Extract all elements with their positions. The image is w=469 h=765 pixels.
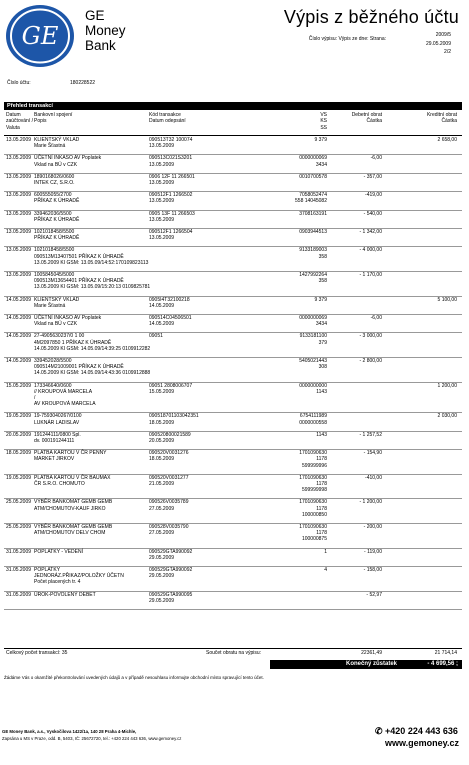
- row-date: 14.05.2009: [6, 358, 32, 364]
- final-balance-label: Konečný zůstatek: [346, 661, 398, 667]
- row-debit: - 1 257,52: [359, 431, 382, 438]
- footer-company-info: GE Money Bank, a.s., Vyskočilova 1422/1a, 140 28 Praha 4-Michle, Zapsána u MS v Praze, odd. B, 5403, IČ: 25672720, tel.: +420 224 443 636, www.gemoney.cz: [2, 729, 182, 741]
- row-transaction-code: 090529GTA990092 29.05.2009: [149, 548, 193, 561]
- table-row: [4, 591, 462, 609]
- row-transaction-code: 090520V0031277 21.05.2009: [149, 474, 189, 487]
- row-symbols: 0903944513: [299, 229, 327, 235]
- notice-text: Žádáme Vás o okamžité překontrolování uvedených údajů a v případě nesouhlasu informujte obchodní místo spravující tento účet.: [4, 675, 264, 680]
- row-description: 19-7593040267/0100 LUKNÁR LADISLAV: [34, 413, 82, 426]
- account-number-label: Číslo účtu:: [7, 80, 31, 86]
- transaction-count: Celkový počet transakcí: 35: [6, 650, 68, 656]
- row-credit: 2 658,00: [437, 137, 457, 143]
- col-header-vs: VS KS SS: [320, 112, 327, 131]
- table-row: [4, 246, 462, 271]
- row-debit: -410,00: [365, 474, 382, 481]
- table-row: [4, 566, 462, 591]
- row-description: VÝBĚR BANKOMAT GEMB GEMB ATM/CHOMUTOV DELV CHOM: [34, 524, 113, 537]
- row-symbols: 1701090630 1178 100000875: [299, 524, 327, 543]
- row-debit: - 1 342,00: [359, 229, 382, 235]
- row-credit: 5 100,00: [437, 296, 457, 303]
- row-date: 14.05.2009: [6, 333, 32, 340]
- row-description: 1021018458/5500 090513M13407501 PŘÍKAZ K ÚHRADĚ 13.05.2009 KI GSM: 13.05.09/14:52:170109823113: [34, 247, 149, 266]
- row-description: 1005845045/5000 090513M13654401 PŘÍKAZ K ÚHRADĚ 13.05.2009 KI GSM: 13.05.09/15:20:13 0109825781: [34, 272, 151, 291]
- row-transaction-code: 090514C04506501 14.05.2009: [149, 315, 192, 328]
- col-header-tx: Kód transakce Datum odepsání: [149, 112, 186, 125]
- table-row: [4, 523, 462, 548]
- row-transaction-code: 090513T32 100074 13.05.2009: [149, 137, 193, 150]
- row-symbols: 1427992264 358: [299, 272, 327, 285]
- svg-text:GE: GE: [21, 22, 59, 50]
- row-symbols: 0000000000 1143: [299, 382, 327, 395]
- row-date: 13.05.2009: [6, 229, 32, 235]
- row-description: 173346640/0600 // KROUPOVÁ MARCELA / AV KROUPOVÁ MARCELA: [34, 382, 96, 408]
- row-description: ÚČETNÍ INKASO AV Poplatek Vklad na BÚ v CZK: [34, 315, 102, 328]
- debit-sum: 22361,49: [361, 650, 382, 656]
- row-description: VÝBĚR BANKOMAT GEMB GEMB ATM/CHOMUTOV-KAUF JIRKO: [34, 499, 113, 512]
- row-date: 25.05.2009: [6, 524, 32, 530]
- row-description: ÚČETNÍ INKASO AV Poplatek Vklad na BÚ v CZK: [34, 155, 102, 168]
- row-description: PLATBA KARTOU V ČR BAUMAX ČR S.R.O. CHOMUTO: [34, 474, 111, 487]
- row-description: 1890168026/0600 INTEK CZ, S.R.O.: [34, 173, 75, 186]
- row-description: 191244111/0800 Spl. dv. 000191244111: [34, 431, 81, 444]
- row-debit: - 357,00: [363, 173, 382, 180]
- row-symbols: 1143: [316, 431, 327, 438]
- row-debit: - 52,97: [366, 591, 382, 598]
- col-header-date: Datum zaúčtování / Valuta: [6, 112, 33, 131]
- table-row: [4, 210, 462, 228]
- document-title: Výpis z běžného účtu: [283, 7, 459, 27]
- row-description: PLATBA KARTOU V ČR PENNY MARKET JIRKOV: [34, 450, 107, 463]
- row-debit: - 540,00: [363, 210, 382, 217]
- row-symbols: 5405021443 308: [299, 358, 327, 371]
- section-title: Přehled transakcí: [4, 102, 462, 110]
- table-row: [4, 498, 462, 523]
- row-date: 13.05.2009: [6, 173, 32, 180]
- row-date: 14.05.2009: [6, 296, 32, 303]
- row-transaction-code: 0905 13F 11 266503 13.05.2009: [149, 210, 195, 223]
- row-debit: -6,00: [370, 155, 382, 162]
- row-transaction-code: 09051 2808006707 15.05.2009: [149, 382, 193, 395]
- row-date: 31.05.2009: [6, 567, 32, 573]
- row-description: POPLATKY - VEDENÍ: [34, 548, 83, 555]
- row-symbols: 9133181100 379: [299, 333, 327, 346]
- row-date: 19.05.2009: [6, 413, 32, 420]
- footer-website: www.gemoney.cz: [385, 738, 460, 748]
- table-row: [4, 228, 462, 246]
- table-row: [4, 296, 462, 314]
- row-date: 13.05.2009: [6, 192, 32, 199]
- row-date: 13.05.2009: [6, 210, 32, 217]
- row-transaction-code: 0906 12F 11 266501 13.05.2009: [149, 173, 195, 186]
- row-description: POPLATKY JEDNORÁZ.PŘIKAZ/POLOŽKY ÚČETN Počet placených tr. 4: [34, 567, 124, 586]
- row-debit: - 2 800,00: [359, 358, 382, 364]
- row-date: 18.05.2009: [6, 450, 32, 457]
- row-description: ÚROK-POVOLENÝ DEBET: [34, 591, 96, 598]
- row-date: 13.05.2009: [6, 272, 32, 278]
- table-row: [4, 332, 462, 357]
- footer-phone: ✆ +420 224 443 636: [375, 726, 458, 736]
- table-row: [4, 173, 462, 191]
- col-header-desc: Bankovní spojení Popis: [34, 112, 73, 125]
- statement-meta-labels: Číslo výpisu: Výpis ze dne: Strana:: [308, 36, 386, 42]
- table-row: [4, 431, 462, 449]
- row-debit: - 158,00: [363, 567, 382, 573]
- final-balance-value: - 4 699,56 ;: [427, 661, 458, 667]
- row-date: 19.05.2009: [6, 474, 32, 481]
- row-date: 13.05.2009: [6, 137, 32, 143]
- row-divider: [4, 609, 462, 610]
- sum-label: Součet obratu na výpisu:: [206, 650, 262, 656]
- row-date: 31.05.2009: [6, 591, 32, 598]
- row-transaction-code: 090512F1 1266504 13.05.2009: [149, 229, 193, 242]
- row-date: 20.05.2009: [6, 431, 32, 438]
- row-transaction-code: 090529GTA990095 29.05.2009: [149, 591, 193, 604]
- row-date: 13.05.2009: [6, 155, 32, 162]
- row-credit: 1 200,00: [437, 382, 457, 389]
- row-transaction-code: 090529GTA990092 29.05.2009: [149, 567, 193, 580]
- row-credit: 2 030,00: [437, 413, 457, 420]
- row-debit: - 4 000,00: [359, 247, 382, 254]
- row-transaction-code: 090526V0035789 27.05.2009: [149, 499, 189, 512]
- row-debit: - 119,00: [364, 548, 382, 555]
- row-description: 600555055/2700 PŘÍKAZ K ÚHRADĚ: [34, 192, 80, 205]
- row-description: KLIENTSKÝ VKLAD Marie Šťastná: [34, 296, 80, 309]
- row-symbols: 3708163191: [299, 210, 327, 217]
- row-debit: -419,00: [365, 192, 382, 199]
- row-date: 13.05.2009: [6, 247, 32, 254]
- row-debit: - 1 200,00: [359, 499, 382, 506]
- row-symbols: 6754111989 0000000558: [299, 413, 327, 426]
- statement-meta-values: 2009/5 29.05.2009 2/2: [425, 32, 451, 55]
- final-balance-bar: [270, 660, 462, 669]
- table-row: [4, 412, 462, 430]
- row-symbols: 0000000069 3434: [299, 155, 327, 168]
- row-debit: - 154,90: [363, 450, 382, 457]
- row-transaction-code: 090528V0035790 27.05.2009: [149, 524, 189, 537]
- row-symbols: 0010700578: [299, 173, 327, 180]
- row-symbols: 9 379: [314, 296, 327, 303]
- table-row: [4, 449, 462, 474]
- row-date: 31.05.2009: [6, 548, 32, 555]
- row-debit: - 200,00: [363, 524, 382, 530]
- row-symbols: 0000000069 3434: [299, 315, 327, 328]
- row-transaction-code: 090518701103042351 18.05.2009: [149, 413, 199, 426]
- table-row: [4, 136, 462, 154]
- row-debit: - 1 170,00: [359, 272, 382, 278]
- table-row: [4, 382, 462, 413]
- bank-name: GE Money Bank: [85, 8, 126, 53]
- table-row: [4, 191, 462, 209]
- row-transaction-code: 09051: [149, 333, 163, 340]
- totals-row: [4, 649, 462, 658]
- row-description: 339452028/5500 090514M21009001 PŘÍKAZ K ÚHRADĚ 14.05.2009 KI GSM: 14.05.09/14:43:36 0109912888: [34, 358, 151, 377]
- row-transaction-code: 090520800021589 20.05.2009: [149, 431, 191, 444]
- row-date: 14.05.2009: [6, 315, 32, 321]
- row-transaction-code: 090512F1 1266502 13.05.2009: [149, 192, 193, 205]
- table-row: [4, 548, 462, 566]
- row-symbols: 9 379: [314, 137, 327, 143]
- row-symbols: 4: [324, 567, 327, 573]
- row-debit: -6,00: [370, 315, 382, 321]
- row-symbols: 1701090630 1178 100000850: [299, 499, 327, 518]
- row-symbols: 9133189003 358: [299, 247, 327, 260]
- row-symbols: 1: [324, 548, 327, 555]
- ge-logo: [4, 4, 76, 68]
- table-row: [4, 314, 462, 332]
- account-number-value: 180228522: [70, 80, 96, 86]
- col-header-credit: Kreditní obrat Částka: [426, 112, 457, 125]
- credit-sum: 21 714,14: [434, 650, 457, 656]
- row-description: 1021018458/5500 PŘÍKAZ K ÚHRADĚ: [34, 229, 80, 242]
- row-symbols: 1701090630 1178 599999996: [299, 450, 327, 469]
- col-header-debit: Debetní obrat Částka: [351, 112, 382, 125]
- row-description: 27-4905630237/0 1 00 4M2097850 1 PŘÍKAZ K ÚHRADĚ 14.05.2009 KI GSM: 14.05.09/14:39:25 0109912282: [34, 333, 151, 352]
- row-description: KLIENTSKÝ VKLAD Marie Šťastná: [34, 137, 80, 150]
- table-row: [4, 271, 462, 296]
- row-date: 25.05.2009: [6, 499, 32, 506]
- row-description: 339462036/5500 PŘÍKAZ K ÚHRADĚ: [34, 210, 80, 223]
- table-row: [4, 474, 462, 499]
- row-debit: - 3 000,00: [359, 333, 382, 340]
- row-symbols: 7058052474 558 14045082: [295, 192, 327, 205]
- table-row: [4, 357, 462, 382]
- table-row: [4, 154, 462, 172]
- row-date: 15.05.2009: [6, 382, 32, 389]
- row-transaction-code: 090513C021S3201 13.05.2009: [149, 155, 193, 168]
- row-transaction-code: 090520V0031276 18.05.2009: [149, 450, 189, 463]
- row-transaction-code: 0905I4T32100218 14.05.2009: [149, 296, 190, 309]
- row-symbols: 1701090630 1178 599999998: [299, 474, 327, 494]
